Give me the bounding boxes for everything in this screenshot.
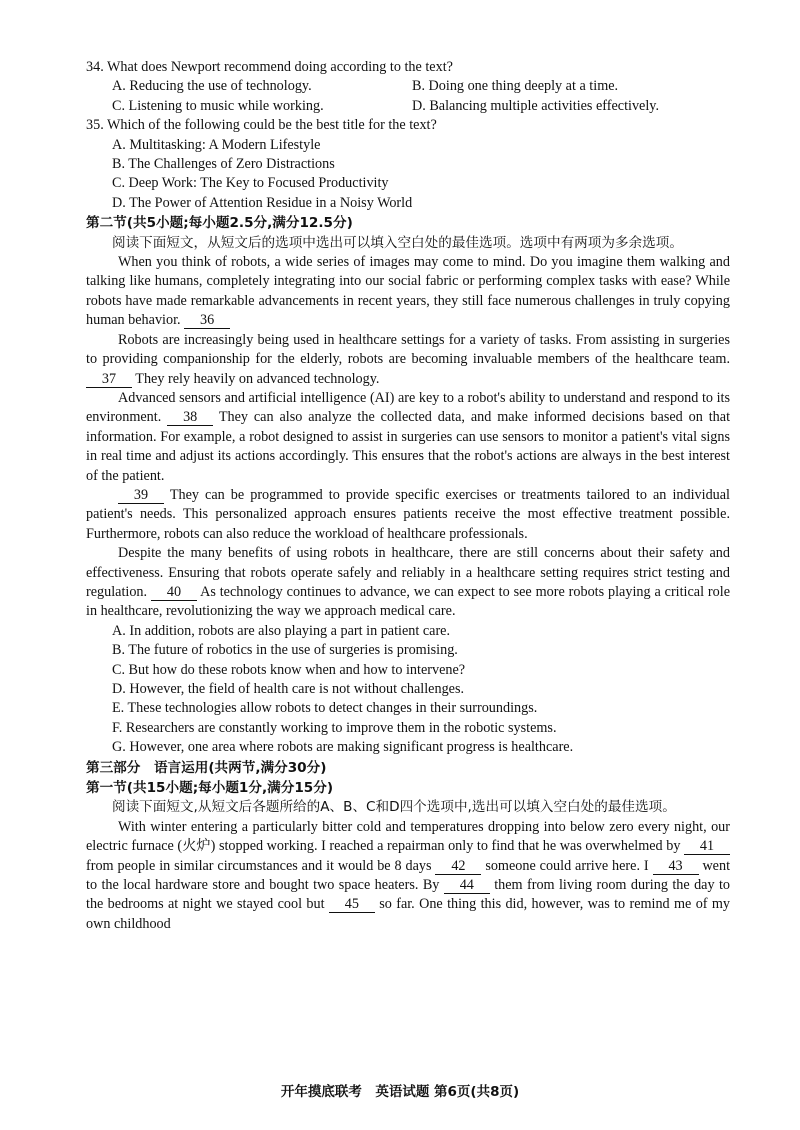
s2-option-c: C. But how do these robots know when and how to intervene? [112, 661, 466, 678]
paragraph-5-after: As technology continues to advance, we can expect to see more robots playing a critical role in healthcare, revolutionizing the way we approach medical care. [86, 583, 730, 620]
passage-paragraph-3 [86, 389, 730, 486]
s2-option-f: F. Researchers are constantly working to improve them in the robotic systems. [112, 719, 557, 736]
passage-paragraph-1 [86, 253, 730, 331]
passage-paragraph-5 [86, 544, 730, 622]
q34-option-d: D. Balancing multiple activities effectively. [412, 97, 660, 114]
q34-option-c: C. Listening to music while working. [112, 97, 324, 114]
blank-44: 44 [444, 877, 490, 894]
question-34-options-row-2 [86, 97, 730, 116]
cloze-text-3: someone could arrive here. I [485, 857, 649, 874]
part-3-heading: 第三部分 语言运用(共两节,满分30分) [86, 759, 327, 776]
cloze-passage [86, 818, 730, 934]
blank-41: 41 [684, 838, 730, 855]
paragraph-3-text: Advanced sensors and artificial intelligence (AI) are key to a robot's ability to understand and respond to its environment. [86, 389, 730, 426]
section-2-instructions: 阅读下面短文，从短文后的选项中选出可以填入空白处的最佳选项。选项中有两项为多余选项。 [112, 234, 683, 251]
paragraph-4-after: They can be programmed to provide specific exercises or treatments tailored to an individual patient's needs. This personalized approach ensures patients receive the most effective treatment possible. Furthermore, robots can also reduce the workload of healthcare professionals. [86, 486, 730, 542]
paragraph-2-text: Robots are increasingly being used in healthcare settings for a variety of tasks. From assisting in surgeries to providing companionship for the elderly, robots are becoming invaluable members of the healthcare team. [86, 331, 730, 368]
paragraph-5-text: Despite the many benefits of using robots in healthcare, there are still concerns about their safety and effectiveness. Ensuring that robots operate safely and reliably in a healthcare setting requires strict testing and regulation. [86, 545, 730, 600]
s2-option-e: E. These technologies allow robots to detect changes in their surroundings. [112, 700, 538, 717]
part-3-section-1-heading: 第一节(共15小题;每小题1分,满分15分) [86, 780, 334, 797]
question-35 [86, 116, 730, 213]
passage-paragraph-4 [86, 486, 730, 544]
cloze-text-4: went to the local hardware store and bought two space heaters. By [86, 857, 731, 894]
q35-option-d: D. The Power of Attention Residue in a Noisy World [112, 194, 413, 211]
blank-38: 38 [167, 409, 213, 426]
q34-option-a: A. Reducing the use of technology. [112, 78, 312, 95]
blank-37: 37 [86, 371, 132, 388]
q35-option-c: C. Deep Work: The Key to Focused Productivity [112, 175, 389, 192]
question-34-options-row-1 [86, 77, 730, 96]
blank-43: 43 [653, 858, 699, 875]
section-2-heading: 第二节(共5小题;每小题2.5分,满分12.5分) [86, 215, 353, 232]
section-2-options [86, 622, 730, 758]
blank-39: 39 [118, 487, 164, 504]
cloze-text-6: so far. One thing this did, however, was to remind me of my own childhood [86, 896, 730, 932]
paragraph-2-after: They rely heavily on advanced technology. [135, 370, 380, 387]
passage-paragraph-2 [86, 331, 730, 389]
question-34 [86, 58, 730, 116]
part-3-instructions: 阅读下面短文,从短文后各题所给的A、B、C和D四个选项中,选出可以填入空白处的最佳选项。 [112, 799, 676, 816]
q34-option-b: B. Doing one thing deeply at a time. [412, 78, 619, 95]
s2-option-a: A. In addition, robots are also playing a part in patient care. [112, 622, 451, 639]
blank-40: 40 [151, 584, 197, 601]
q35-option-b: B. The Challenges of Zero Distractions [112, 156, 335, 173]
page-content [86, 58, 730, 934]
question-34-stem: 34. What does Newport recommend doing according to the text? [86, 59, 453, 75]
question-35-stem: 35. Which of the following could be the best title for the text? [86, 117, 437, 134]
paragraph-3-after: They can also analyze the collected data, and make informed decisions based on that information. For example, a robot designed to assist in surgeries can use sensors to monitor a patient's vital signs in real time and adjust its actions accordingly. This ensures that the robot's actions are always in the best interest of the patient. [86, 409, 731, 484]
s2-option-g: G. However, one area where robots are making significant progress is healthcare. [112, 739, 574, 756]
blank-45: 45 [329, 896, 375, 913]
cloze-text-5: them from living room during the day to the bedrooms at night we stayed cool but [86, 877, 730, 913]
s2-option-b: B. The future of robotics in the use of surgeries is promising. [112, 642, 458, 659]
paragraph-1-text: When you think of robots, a wide series of images may come to mind. Do you imagine them walking and talking like humans, completely integrating into our social fabric or performing complex tasks with ease? While robots have made remarkable advancements in recent years, they still face numerous challenges in truly copying human behavior. [86, 254, 730, 329]
cloze-text-2: from people in similar circumstances and it would be 8 days [86, 857, 432, 874]
blank-36: 36 [184, 312, 230, 329]
q35-option-a: A. Multitasking: A Modern Lifestyle [112, 136, 321, 153]
cloze-text-1: With winter entering a particularly bitter cold and temperatures dropping into below zero every night, our electric furnace (火炉) stopped working. I reached a repairman only to find that he was overwhelmed by [86, 818, 730, 855]
s2-option-d: D. However, the field of health care is not without challenges. [112, 681, 465, 697]
blank-42: 42 [435, 858, 481, 875]
page-footer: 开年摸底联考 英语试题 第6页(共8页) [280, 1084, 520, 1100]
